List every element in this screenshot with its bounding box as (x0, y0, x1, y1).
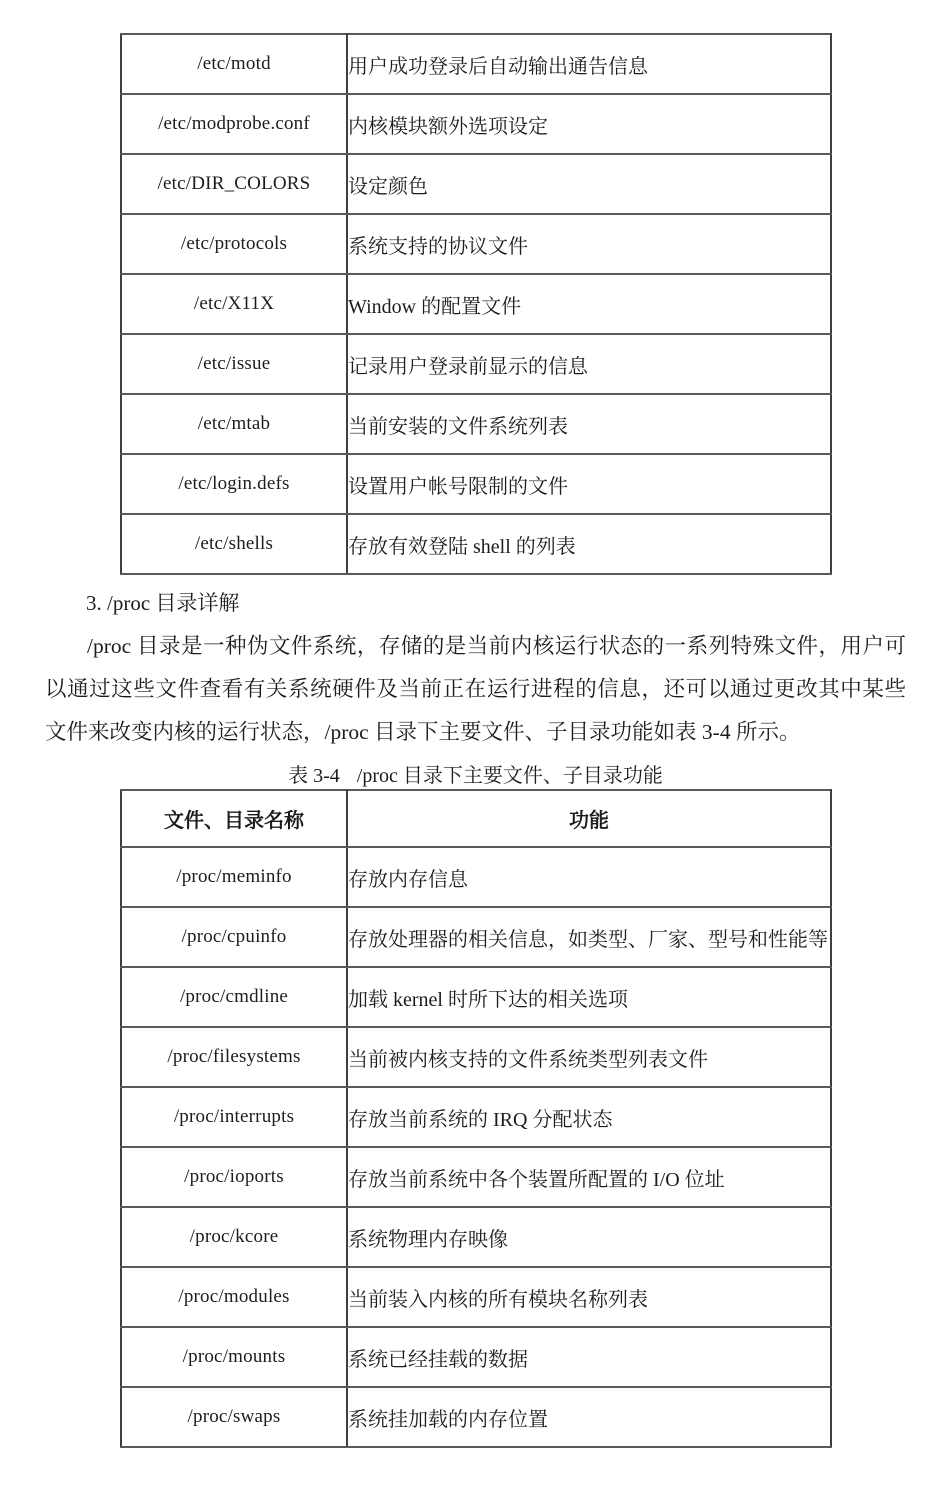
table-row (121, 334, 831, 394)
file-path-cell: /etc/shells (121, 514, 347, 574)
file-path-cell: /etc/motd (121, 34, 347, 94)
file-desc-cell: 系统物理内存映像 (347, 1207, 831, 1267)
file-desc-cell: 当前装入内核的所有模块名称列表 (347, 1267, 831, 1327)
file-path-cell: /proc/mounts (121, 1327, 347, 1387)
paragraph-line: 以通过这些文件查看有关系统硬件及当前正在运行进程的信息，还可以通过更改其中某些 (45, 677, 906, 701)
table-row (121, 1207, 831, 1267)
table-caption-title: /proc 目录下主要文件、子目录功能 (356, 765, 663, 787)
file-desc-cell: Window 的配置文件 (347, 274, 831, 334)
file-desc-cell: 设定颜色 (347, 154, 831, 214)
body-paragraph (45, 625, 906, 754)
column-header-function: 功能 (347, 790, 831, 847)
file-path-cell: /etc/mtab (121, 394, 347, 454)
file-path-cell: /proc/filesystems (121, 1027, 347, 1087)
paragraph-line: 文件来改变内核的运行状态，/proc 目录下主要文件、子目录功能如表 3-4 所示。 (45, 720, 801, 744)
file-path-cell: /proc/modules (121, 1267, 347, 1327)
file-path-cell: /etc/login.defs (121, 454, 347, 514)
file-desc-cell: 当前安装的文件系统列表 (347, 394, 831, 454)
table-row (121, 514, 831, 574)
file-path-cell: /proc/cpuinfo (121, 907, 347, 967)
table-row (121, 907, 831, 967)
file-path-cell: /proc/kcore (121, 1207, 347, 1267)
table-row (121, 454, 831, 514)
file-desc-cell: 当前被内核支持的文件系统类型列表文件 (347, 1027, 831, 1087)
file-desc-cell: 内核模块额外选项设定 (347, 94, 831, 154)
file-path-cell: /proc/interrupts (121, 1087, 347, 1147)
table-row (121, 214, 831, 274)
file-path-cell: /proc/swaps (121, 1387, 347, 1447)
file-desc-cell: 存放有效登陆 shell 的列表 (347, 514, 831, 574)
file-desc-cell: 存放当前系统中各个装置所配置的 I/O 位址 (347, 1147, 831, 1207)
file-path-cell: /etc/DIR_COLORS (121, 154, 347, 214)
file-path-cell: /etc/X11X (121, 274, 347, 334)
table-row (121, 1267, 831, 1327)
table-row (121, 154, 831, 214)
table-row (121, 1027, 831, 1087)
file-desc-cell: 存放处理器的相关信息，如类型、厂家、型号和性能等 (347, 907, 831, 967)
file-desc-cell: 系统挂加载的内存位置 (347, 1387, 831, 1447)
file-desc-cell: 加载 kernel 时所下达的相关选项 (347, 967, 831, 1027)
table-caption-number: 表 3-4 (288, 765, 340, 787)
table-row (121, 1387, 831, 1447)
file-desc-cell: 系统已经挂载的数据 (347, 1327, 831, 1387)
table-caption (0, 763, 951, 789)
file-path-cell: /etc/protocols (121, 214, 347, 274)
file-desc-cell: 用户成功登录后自动输出通告信息 (347, 34, 831, 94)
table-row (121, 394, 831, 454)
proc-files-table (120, 789, 832, 1448)
file-path-cell: /proc/meminfo (121, 847, 347, 907)
table-row (121, 1327, 831, 1387)
table-row (121, 34, 831, 94)
file-desc-cell: 记录用户登录前显示的信息 (347, 334, 831, 394)
table-row (121, 847, 831, 907)
file-path-cell: /proc/ioports (121, 1147, 347, 1207)
column-header-name: 文件、目录名称 (121, 790, 347, 847)
section-heading: 3. /proc 目录详解 (86, 591, 240, 615)
file-desc-cell: 系统支持的协议文件 (347, 214, 831, 274)
paragraph-line: /proc 目录是一种伪文件系统，存储的是当前内核运行状态的一系列特殊文件，用户可 (87, 634, 906, 658)
table-row (121, 1147, 831, 1207)
file-desc-cell: 设置用户帐号限制的文件 (347, 454, 831, 514)
file-path-cell: /etc/modprobe.conf (121, 94, 347, 154)
table-row (121, 274, 831, 334)
table-row (121, 1087, 831, 1147)
file-desc-cell: 存放当前系统的 IRQ 分配状态 (347, 1087, 831, 1147)
file-path-cell: /etc/issue (121, 334, 347, 394)
table-header-row (121, 790, 831, 847)
table-row (121, 94, 831, 154)
table-row (121, 967, 831, 1027)
file-path-cell: /proc/cmdline (121, 967, 347, 1027)
file-desc-cell: 存放内存信息 (347, 847, 831, 907)
etc-files-table (120, 33, 832, 575)
